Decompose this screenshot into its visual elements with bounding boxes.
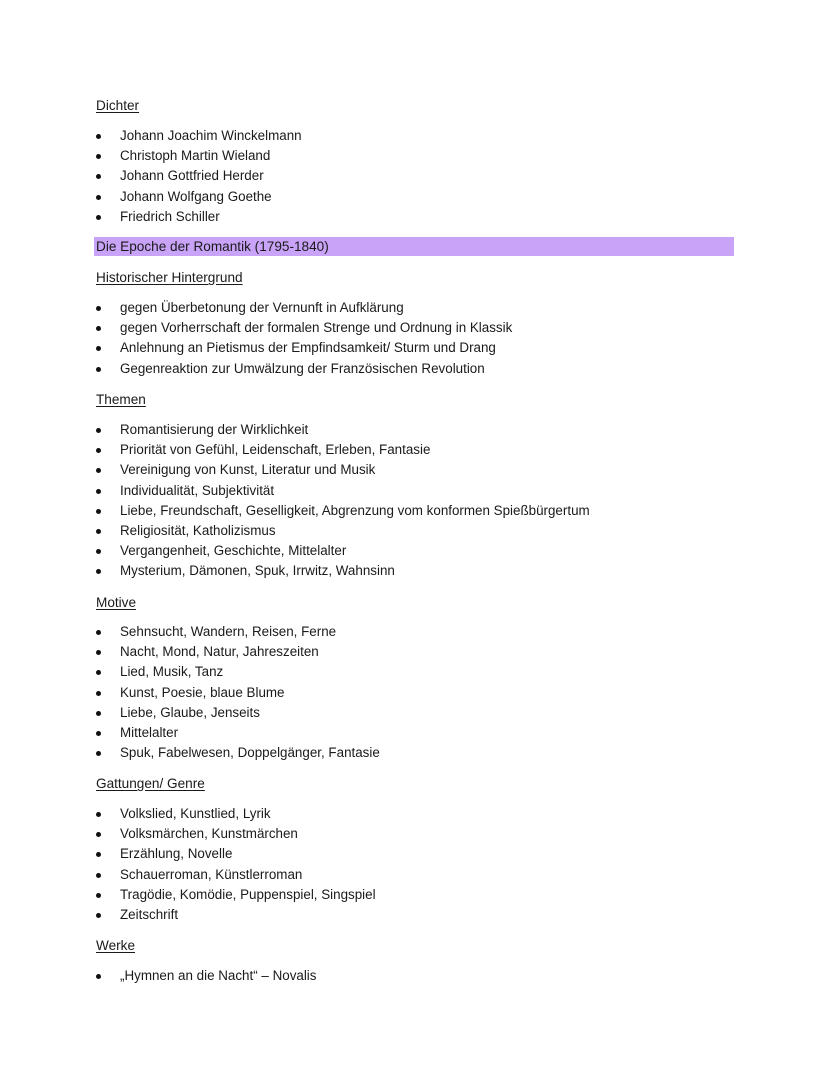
bullet-icon (96, 873, 101, 878)
bullet-icon (96, 569, 101, 574)
bullet-icon (96, 974, 101, 979)
bullet-icon (96, 650, 101, 655)
heading-historischer-hintergrund: Historischer Hintergrund (96, 270, 243, 285)
document-page: Dichter Johann Joachim Winckelmann Christoph Martin Wieland Johann Gottfried Herder Johann Wolfgang Goethe Friedrich Schiller Die Epoche der Romantik (1795-1840) Historischer Hintergrund gegen Überbetonung der Vernunft in Aufklärung gegen Vorherrschaft der formalen Strenge und Ordnung in Klassik Anlehnung an Pietismus der Empfindsamkeit/ Sturm und Drang Gegenreaktion zur Umwälzung der Französischen Revolution Themen Romantisierung der Wirklichkeit Priorität von Gefühl, Leidenschaft, Erleben, Fantasie Vereinigung von Kunst, Literatur und Musik Individualität, Subjektivität Liebe, Freundschaft, Geselligkeit, Abgrenzung vom konformen Spießbürgertum Religiosität, Katholizismus Vergangenheit, Geschichte, Mittelalter Mysterium, Dämonen, Spuk, Irrwitz, Wahnsinn Motive Sehnsucht, Wandern, Reisen, Ferne Nacht, Mond, Natur, Jahreszeiten Lied, Musik, Tanz Kunst, Poesie, blaue Blume Liebe, Glaube, Jenseits Mittelalter Spuk, Fabelwesen, Doppelgänger, Fantasie Gattungen/ Genre Volkslied, Kunstlied, Lyrik Volksmärchen, Kunstmärchen Erzählung, Novelle Schauerroman, Künstlerroman Tragödie, Komödie, Puppenspiel, Singspiel Zeitschrift Werke „Hymnen an die Nacht“ – Novalis (0, 0, 828, 1071)
bullet-icon (96, 711, 101, 716)
epoch-title-band (94, 237, 734, 256)
bullet-icon (96, 913, 101, 918)
bullet-icon (96, 812, 101, 817)
bullet-icon (96, 134, 101, 139)
heading-werke: Werke (96, 938, 136, 953)
bullet-icon (96, 428, 101, 433)
bullet-icon (96, 832, 101, 837)
bullet-icon (96, 154, 101, 159)
heading-motive: Motive (96, 595, 137, 610)
bullet-icon (96, 468, 101, 473)
bullet-icon (96, 852, 101, 857)
bullet-icon (96, 731, 101, 736)
bullet-icon (96, 691, 101, 696)
bullet-icon (96, 326, 101, 331)
bullet-icon (96, 174, 101, 179)
bullet-icon (96, 509, 101, 514)
bullet-icon (96, 630, 101, 635)
heading-dichter: Dichter (96, 98, 140, 113)
bullet-icon (96, 549, 101, 554)
bullet-icon (96, 195, 101, 200)
bullet-icon (96, 893, 101, 898)
bullet-icon (96, 489, 101, 494)
bullet-icon (96, 367, 101, 372)
bullet-icon (96, 306, 101, 311)
bullet-icon (96, 215, 101, 220)
heading-themen: Themen (96, 392, 146, 407)
bullet-icon (96, 448, 101, 453)
heading-gattungen-genre: Gattungen/ Genre (96, 776, 205, 791)
epoch-title: Die Epoche der Romantik (1795-1840) (96, 239, 329, 254)
bullet-icon (96, 751, 101, 756)
bullet-icon (96, 529, 101, 534)
bullet-icon (96, 346, 101, 351)
bullet-icon (96, 670, 101, 675)
